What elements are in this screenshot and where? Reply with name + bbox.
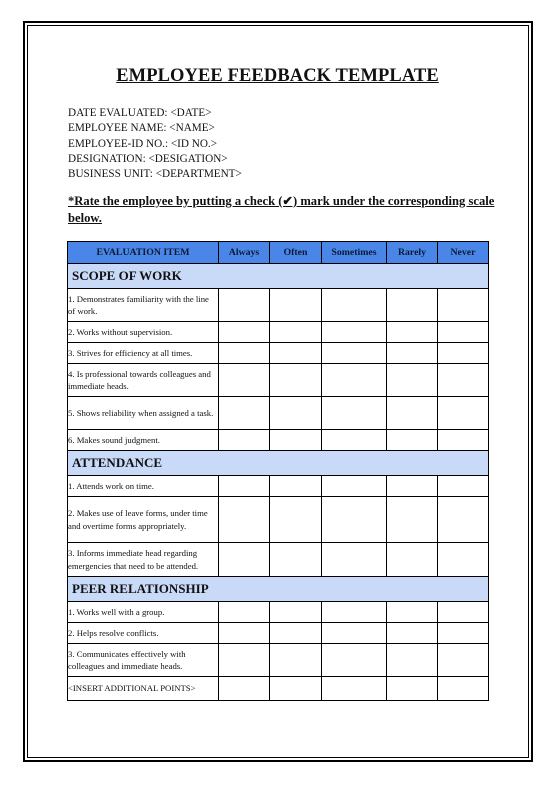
rating-cell-rarely[interactable]: [387, 322, 438, 343]
page-title: EMPLOYEE FEEDBACK TEMPLATE: [116, 66, 439, 86]
rating-cell-always[interactable]: [219, 497, 270, 543]
item-text: 2. Works without supervision.: [68, 322, 219, 343]
table-row: [68, 623, 489, 644]
rating-cell-sometimes[interactable]: [322, 623, 387, 644]
rating-cell-sometimes[interactable]: [322, 397, 387, 430]
section-row-scope-of-work: [68, 264, 489, 289]
item-text: 4. Is professional towards colleagues and immediate heads.: [68, 364, 219, 397]
table-row: [68, 476, 489, 497]
table-row: [68, 677, 489, 701]
date-evaluated-line: DATE EVALUATED: <DATE>: [68, 107, 212, 119]
employee-name-line: EMPLOYEE NAME: <NAME>: [68, 122, 215, 135]
item-text: 6. Makes sound judgment.: [68, 430, 219, 451]
rating-cell-sometimes[interactable]: [322, 343, 387, 364]
header-sometimes: Sometimes: [322, 242, 387, 264]
rating-cell-always[interactable]: [219, 677, 270, 701]
rating-instruction: *Rate the employee by putting a check (✔) mark under the corresponding scale below.: [68, 194, 495, 225]
table-row: [68, 364, 489, 397]
header-always: Always: [219, 242, 270, 264]
rating-cell-sometimes[interactable]: [322, 430, 387, 451]
item-text: <INSERT ADDITIONAL POINTS>: [68, 677, 219, 701]
section-row-peer-relationship: [68, 577, 489, 602]
rating-cell-often[interactable]: [270, 623, 322, 644]
rating-cell-rarely[interactable]: [387, 343, 438, 364]
rating-cell-often[interactable]: [270, 644, 322, 677]
rating-cell-never[interactable]: [438, 430, 489, 451]
rating-cell-rarely[interactable]: [387, 364, 438, 397]
rating-cell-rarely[interactable]: [387, 430, 438, 451]
rating-cell-often[interactable]: [270, 430, 322, 451]
rating-cell-sometimes[interactable]: [322, 602, 387, 623]
rating-cell-rarely[interactable]: [387, 644, 438, 677]
rating-cell-always[interactable]: [219, 397, 270, 430]
table-row: [68, 497, 489, 543]
rating-cell-always[interactable]: [219, 430, 270, 451]
rating-cell-never[interactable]: [438, 644, 489, 677]
employee-info-block: [68, 106, 242, 182]
table-row: [68, 543, 489, 577]
business-unit-line: BUSINESS UNIT: <DEPARTMENT>: [68, 168, 242, 181]
rating-cell-rarely[interactable]: [387, 543, 438, 577]
rating-cell-never[interactable]: [438, 343, 489, 364]
rating-cell-often[interactable]: [270, 397, 322, 430]
section-title: SCOPE OF WORK: [68, 264, 489, 289]
rating-cell-sometimes[interactable]: [322, 543, 387, 577]
section-title: PEER RELATIONSHIP: [68, 577, 489, 602]
rating-cell-rarely[interactable]: [387, 677, 438, 701]
item-text: 2. Makes use of leave forms, under time and overtime forms appropriately.: [68, 497, 219, 543]
rating-cell-always[interactable]: [219, 322, 270, 343]
table-row: [68, 644, 489, 677]
item-text: 1. Works well with a group.: [68, 602, 219, 623]
rating-cell-sometimes[interactable]: [322, 322, 387, 343]
rating-cell-sometimes[interactable]: [322, 677, 387, 701]
evaluation-table: [67, 241, 489, 701]
table-row: [68, 602, 489, 623]
rating-cell-rarely[interactable]: [387, 289, 438, 322]
rating-cell-often[interactable]: [270, 677, 322, 701]
section-title: ATTENDANCE: [68, 451, 489, 476]
rating-cell-often[interactable]: [270, 322, 322, 343]
rating-cell-always[interactable]: [219, 343, 270, 364]
item-text: 3. Communicates effectively with colleagues and immediate heads.: [68, 644, 219, 677]
table-header-row: [68, 242, 489, 264]
rating-cell-sometimes[interactable]: [322, 476, 387, 497]
header-never: Never: [438, 242, 489, 264]
rating-cell-rarely[interactable]: [387, 476, 438, 497]
table-row: [68, 397, 489, 430]
table-row: [68, 289, 489, 322]
employee-id-line: EMPLOYEE-ID NO.: <ID NO.>: [68, 137, 218, 150]
rating-cell-always[interactable]: [219, 623, 270, 644]
rating-cell-always[interactable]: [219, 476, 270, 497]
rating-cell-often[interactable]: [270, 543, 322, 577]
header-evaluation-item: EVALUATION ITEM: [68, 242, 219, 264]
rating-cell-never[interactable]: [438, 289, 489, 322]
rating-cell-rarely[interactable]: [387, 602, 438, 623]
rating-cell-rarely[interactable]: [387, 397, 438, 430]
rating-cell-always[interactable]: [219, 644, 270, 677]
item-text: 2. Helps resolve conflicts.: [68, 623, 219, 644]
rating-cell-never[interactable]: [438, 623, 489, 644]
designation-line: DESIGNATION: <DESIGATION>: [68, 152, 228, 165]
rating-cell-never[interactable]: [438, 397, 489, 430]
rating-cell-sometimes[interactable]: [322, 644, 387, 677]
rating-cell-never[interactable]: [438, 602, 489, 623]
rating-cell-sometimes[interactable]: [322, 497, 387, 543]
rating-cell-always[interactable]: [219, 364, 270, 397]
rating-cell-never[interactable]: [438, 543, 489, 577]
rating-cell-often[interactable]: [270, 476, 322, 497]
item-text: 1. Attends work on time.: [68, 476, 219, 497]
rating-cell-never[interactable]: [438, 476, 489, 497]
rating-cell-sometimes[interactable]: [322, 289, 387, 322]
header-often: Often: [270, 242, 322, 264]
item-text: 3. Strives for efficiency at all times.: [68, 343, 219, 364]
rating-cell-often[interactable]: [270, 289, 322, 322]
rating-cell-rarely[interactable]: [387, 623, 438, 644]
item-text: 1. Demonstrates familiarity with the line of work.: [68, 289, 219, 322]
rating-cell-often[interactable]: [270, 602, 322, 623]
table-row: [68, 430, 489, 451]
rating-cell-never[interactable]: [438, 322, 489, 343]
rating-cell-sometimes[interactable]: [322, 364, 387, 397]
item-text: 3. Informs immediate head regarding emergencies that need to be attended.: [68, 543, 219, 577]
rating-cell-never[interactable]: [438, 677, 489, 701]
rating-cell-often[interactable]: [270, 364, 322, 397]
section-row-attendance: [68, 451, 489, 476]
rating-cell-often[interactable]: [270, 343, 322, 364]
item-text: 5. Shows reliability when assigned a task.: [68, 397, 219, 430]
rating-cell-always[interactable]: [219, 543, 270, 577]
rating-cell-always[interactable]: [219, 289, 270, 322]
rating-cell-often[interactable]: [270, 497, 322, 543]
header-rarely: Rarely: [387, 242, 438, 264]
rating-cell-never[interactable]: [438, 364, 489, 397]
rating-cell-never[interactable]: [438, 497, 489, 543]
rating-cell-rarely[interactable]: [387, 497, 438, 543]
table-row: [68, 322, 489, 343]
table-row: [68, 343, 489, 364]
rating-cell-always[interactable]: [219, 602, 270, 623]
